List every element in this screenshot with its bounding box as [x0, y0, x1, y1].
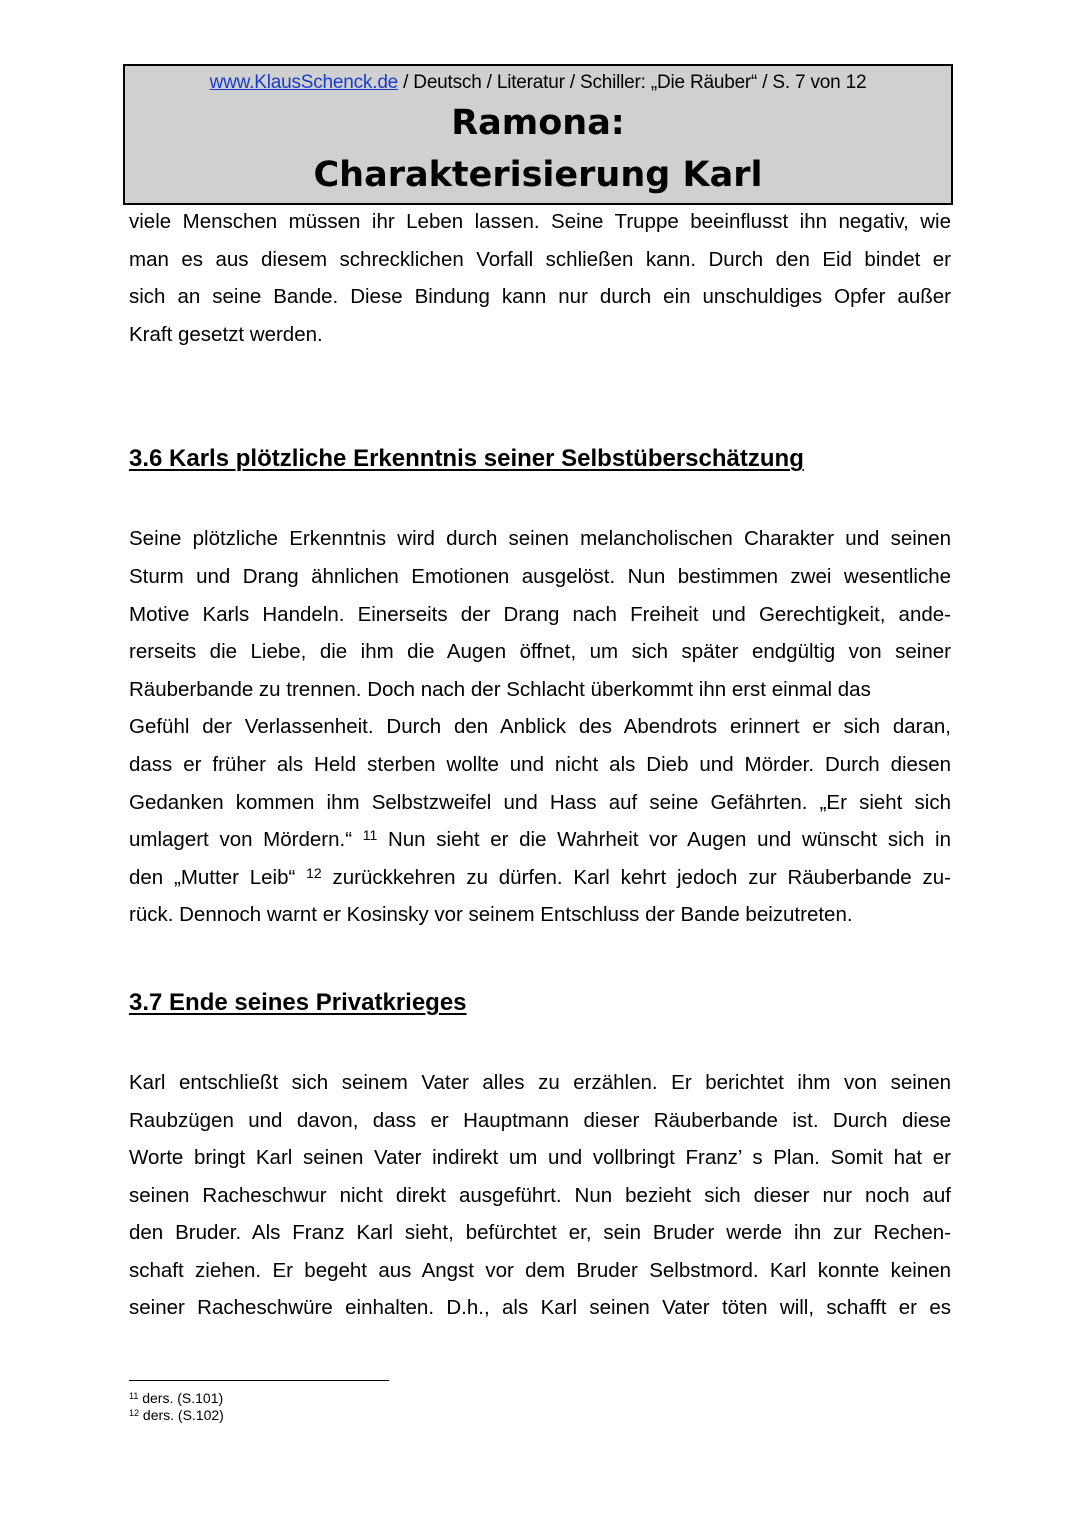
text-line: Gedanken kommen ihm Selbstzweifel und Hass auf seine Gefährten. „Er sieht sich	[129, 790, 951, 814]
text-line: Karl entschließt sich seinem Vater alles zu erzählen. Er berichtet ihm von seinen	[129, 1070, 951, 1094]
text-line: viele Menschen müssen ihr Leben lassen. Seine Truppe beeinflusst ihn negativ, wie	[129, 210, 951, 233]
document-body	[129, 203, 951, 1327]
text-line: man es aus diesem schrecklichen Vorfall schließen kann. Durch den Eid bindet er	[129, 247, 951, 271]
header-path: / Deutsch / Literatur / Schiller: „Die Räuber“ / S. 7 von 12	[398, 72, 867, 93]
footnotes	[129, 1390, 224, 1424]
text-line: sich an seine Bande. Diese Bindung kann nur durch ein unschuldiges Opfer außer	[129, 285, 951, 309]
paragraph-continuation	[129, 203, 951, 353]
section-heading-3-7: 3.7 Ende seines Privatkrieges	[129, 988, 467, 1016]
page-header	[123, 64, 953, 205]
text-line: den Bruder. Als Franz Karl sieht, befürchtet er, sein Bruder werde ihn zur Rechen-	[129, 1221, 951, 1245]
text-line: rück. Dennoch warnt er Kosinsky vor seinem Entschluss der Bande beizutreten.	[129, 903, 853, 927]
footnote-12: $^{12}$ ders. (S.102)	[129, 1407, 224, 1423]
footnote-ref-12: 12	[306, 864, 322, 881]
text-line: Seine plötzliche Erkenntnis wird durch seinen melancholischen Charakter und seinen	[129, 527, 951, 551]
header-title-line2: Charakterisierung Karl	[313, 155, 763, 195]
text-line: dass er früher als Held sterben wollte und nicht als Dieb und Mörder. Durch diesen	[129, 752, 951, 776]
footnote-ref-11: 11	[362, 827, 378, 844]
header-title-line1: Ramona:	[451, 103, 625, 143]
text-line: Räuberbande zu trennen. Doch nach der Schlacht überkommt ihn erst einmal das	[129, 677, 871, 701]
text-line: Worte bringt Karl seinen Vater indirekt um und vollbringt Franz’ s Plan. Somit hat er	[129, 1146, 951, 1170]
text-line: Raubzügen und davon, dass er Hauptmann dieser Räuberbande ist. Durch diese	[129, 1108, 951, 1132]
text-line: Gefühl der Verlassenheit. Durch den Anblick des Abendrots erinnert er sich daran,	[129, 715, 951, 739]
section-3-6-paragraph	[129, 520, 951, 934]
section-heading-3-6: 3.6 Karls plötzliche Erkenntnis seiner Selbstüberschätzung	[129, 445, 804, 473]
footnote-divider	[129, 1380, 389, 1381]
site-link[interactable]: www.KlausSchenck.de	[209, 72, 399, 93]
text-line-with-footnote: den „Mutter Leib“ $^{12}$ zurückkehren zu dürfen. Karl kehrt jedoch zur Räuberbande zu-	[129, 864, 951, 889]
text-line: seinen Racheschwur nicht direkt ausgeführt. Nun bezieht sich dieser nur noch auf	[129, 1183, 951, 1207]
text-line: Motive Karls Handeln. Einerseits der Drang nach Freiheit und Gerechtigkeit, ande-	[129, 602, 951, 626]
text-line: Sturm und Drang ähnlichen Emotionen ausgelöst. Nun bestimmen zwei wesentliche	[129, 564, 951, 588]
header-source-line	[125, 71, 951, 95]
section-3-7-paragraph	[129, 1064, 951, 1327]
footnote-11: $^{11}$ ders. (S.101)	[129, 1390, 224, 1406]
text-line: Kraft gesetzt werden.	[129, 322, 323, 346]
text-line: rerseits die Liebe, die ihm die Augen öffnet, um sich später endgültig von seiner	[129, 640, 951, 664]
text-line: seiner Racheschwüre einhalten. D.h., als Karl seinen Vater töten will, schafft er es	[129, 1296, 951, 1320]
text-line-with-footnote: umlagert von Mördern.“ $^{11}$ Nun sieht er die Wahrheit vor Augen und wünscht sich in	[129, 827, 951, 852]
text-line: schaft ziehen. Er begeht aus Angst vor dem Bruder Selbstmord. Karl konnte keinen	[129, 1258, 951, 1282]
